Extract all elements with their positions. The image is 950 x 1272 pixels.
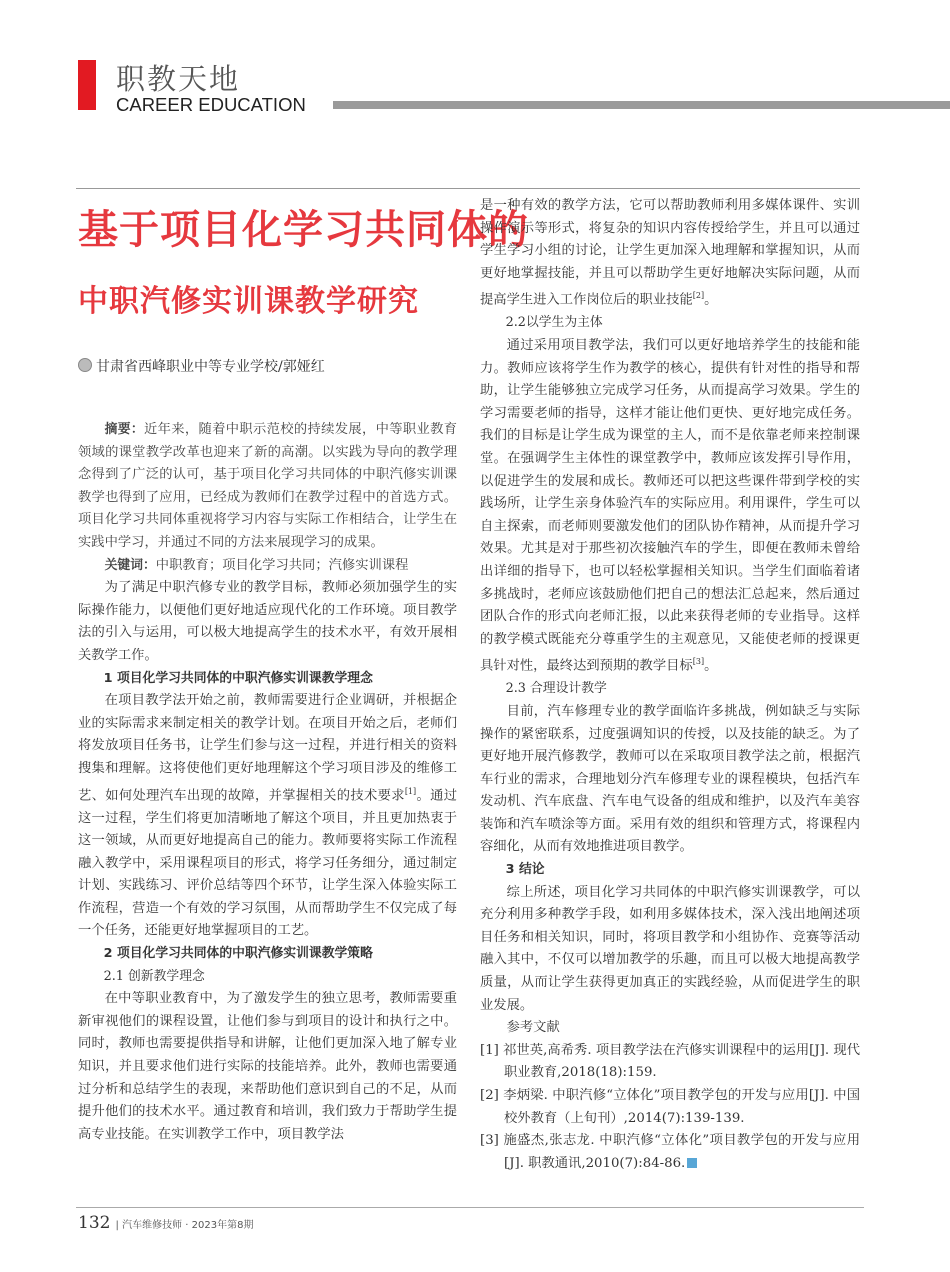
keywords-text: 中职教育；项目化学习共同；汽修实训课程 [155,557,409,573]
section-title-en: CAREER EDUCATION [116,94,306,115]
reference-item-text: [3] 施盛杰,张志龙. 中职汽修“立体化”项目教学包的开发与应用[J]. 职教通讯,2010(7):84-86. [480,1133,860,1171]
article-title-line2: 中职汽修实训课教学研究 [78,284,419,319]
paragraph-2-2 [480,335,860,678]
citation-1: [1] [404,786,417,796]
top-divider [76,188,860,189]
author-text: 甘肃省西峰职业中等专业学校/郭娅红 [96,359,325,375]
paragraph-2-2-end: 。 [704,658,718,674]
footer [78,1213,253,1233]
section-heading-1: 1 项目化学习共同体的中职汽修实训课教学理念 [103,670,373,686]
subsection-heading-2-1: 2.1 创新教学理念 [103,968,205,984]
intro-paragraph: 为了满足中职汽修专业的教学目标，教师必须加强学生的实际操作能力，以便他们更好地适应现代化的工作环境。项目教学法的引入与运用，可以极大地提高学生的技术水平，有效开展相关教学工作。 [78,580,457,663]
subsection-heading-2-3: 2.3 合理设计教学 [505,681,607,697]
reference-item [480,1130,860,1175]
citation-2: [2] [692,291,705,301]
paragraph-3: 综上所述，项目化学习共同体的中职汽修实训课教学，可以充分利用多种教学手段，如利用多媒体技术，深入浅出地阐述项目任务和相关知识，同时，将项目教学和小组协作、竞赛等活动融入其中，不仅可以增加教学的乐趣，而且可以极大地提高教学质量，从而让学生获得更加真正的实践经验，从而促进学生的职业发展。 [480,884,860,1013]
end-mark-icon [687,1158,697,1168]
article-title-line1: 基于项目化学习共同体的 [78,207,529,253]
section-heading-2: 2 项目化学习共同体的中职汽修实训课教学策略 [103,946,373,962]
header-rule [333,101,950,109]
left-column [78,419,457,1146]
abstract [78,419,457,555]
citation-3: [3] [692,657,705,667]
paragraph-1-text: 在项目教学法开始之前，教师需要进行企业调研，并根据企业的实际需求来制定相关的教学计划。在项目开始之后，老师们将发放项目任务书，让学生们参与这一过程，并进行相关的资料搜集和理解。这将使他们更好地理解这个学习项目涉及的维修工艺、如何处理汽车出现的故障，并掌握相关的技术要求 [78,693,457,803]
author-line [78,356,325,376]
reference-item: [1] 祁世英,高希秀. 项目教学法在汽修实训课程中的运用[J]. 现代职业教育,2018(18):159. [480,1042,860,1081]
paragraph-2-1: 在中等职业教育中，为了激发学生的独立思考，教师需要重新审视他们的课程设置，让他们参与到项目的设计和执行之中。同时，教师也需要提供指导和讲解，让他们更加深入地了解专业知识，并且要求他们进行实际的技能培养。此外，教师也需要通过分析和总结学生的表现，来帮助他们意识到自己的不足，从而提升他们的技术水平。通过教育和培训，我们致力于帮助学生提高专业技能。在实训教学工作中，项目教学法 [78,991,457,1142]
right-column [480,195,860,1175]
paragraph-2-1-end: 。 [704,292,718,308]
paragraph-2-1-cont-text: 是一种有效的教学方法，它可以帮助教师利用多媒体课件、实训操作演示等形式，将复杂的知识内容传授给学生，并且可以通过学生学习小组的讨论，让学生更加深入地理解和掌握知识，从而更好地掌握技能，并且可以帮助学生更好地解决实际问题，从而提高学生进入工作岗位后的职业技能 [480,198,860,308]
paragraph-1 [78,690,457,943]
references-title: 参考文献 [506,1020,560,1036]
section-accent-bar [78,60,96,110]
abstract-text: 近年来，随着中职示范校的持续发展，中等职业教育领域的课堂教学改革也迎来了新的高潮。以实践为导向的教学理念得到了广泛的认可，基于项目化学习共同体的中职汽修实训课教学也得到了应用，已经成为教师们在教学过程中的首选方式。项目化学习共同体重视将学习内容与实际工作相结合，让学生在实践中学习，并通过不同的方法来展现学习的成果。 [78,422,458,550]
section-heading-3: 3 结论 [505,862,545,878]
journal-info: | 汽车维修技师 · 2023年第8期 [115,1220,254,1231]
references-list [480,1040,860,1176]
keywords-label: 关键词： [104,557,156,573]
paragraph-2-2-text: 通过采用项目教学法，我们可以更好地培养学生的技能和能力。教师应该将学生作为教学的核心，提供有针对性的指导和帮助，让学生能够独立完成学习任务，从而提高学习效果。学生的学习需要老师的指导，这样才能让他们更快、更好地完成任务。我们的目标是让学生成为课堂的主人，而不是依靠老师来控制课堂。在强调学生主体性的课堂教学中，教师应该发挥引导作用，以促进学生的发展和成长。教师还可以把这些课件带到学校的实践场所，让学生亲身体验汽车的实际应用。利用课件，学生可以自主探索，而老师则要激发他们的团队协作精神，从而提升学习效果。尤其是对于那些初次接触汽车的学生，即便在教师未曾给出详细的指导下，也可以轻松掌握相关知识。当学生们面临着诸多挑战时，老师应该鼓励他们把自己的想法汇总起来，然后通过团队合作的形式向老师汇报，以此来获得老师的专业指导。这样的教学模式既能充分尊重学生的主观意见，又能使老师的授课更具针对性，最终达到预期的教学目标 [480,337,860,674]
abstract-label: 摘要： [104,422,144,437]
footer-rule [76,1207,864,1208]
paragraph-1-text-cont: 。通过这一过程，学生们将更加清晰地了解这个项目，并且更加热衷于这一领域，从而更好地提高自己的能力。教师要将实际工作流程融入教学中，采用课程项目的形式，将学习任务细分，通过制定计划、实践练习、评价总结等四个环节，让学生深入体验实际工作流程，营造一个有效的学习氛围，从而帮助学生不仅完成了每一个任务，还能更好地掌握项目的工艺。 [78,787,458,939]
subsection-heading-2-2: 2.2以学生为主体 [505,315,603,331]
keywords [78,555,457,578]
author-bullet-icon [78,358,92,372]
section-title-cn: 职教天地 [116,62,241,96]
page-number: 132 [78,1213,111,1233]
reference-item: [2] 李炳梁. 中职汽修“立体化”项目教学包的开发与应用[J]. 中国校外教育（上旬刊）,2014(7):139-139. [480,1088,860,1126]
paragraph-2-1-cont [480,195,860,312]
paragraph-2-3: 目前，汽车修理专业的教学面临许多挑战，例如缺乏与实际操作的紧密联系，过度强调知识的传授，以及技能的缺乏。为了更好地开展汽修教学，教师可以在采取项目教学法之前，根据汽车行业的需求，合理地划分汽车修理专业的课程模块，包括汽车发动机、汽车底盘、汽车电气设备的组成和维护，以及汽车美容装饰和汽车喷涂等方面。采用有效的组织和管理方式，将课程内容细化，从而有效地推进项目教学。 [480,703,860,855]
